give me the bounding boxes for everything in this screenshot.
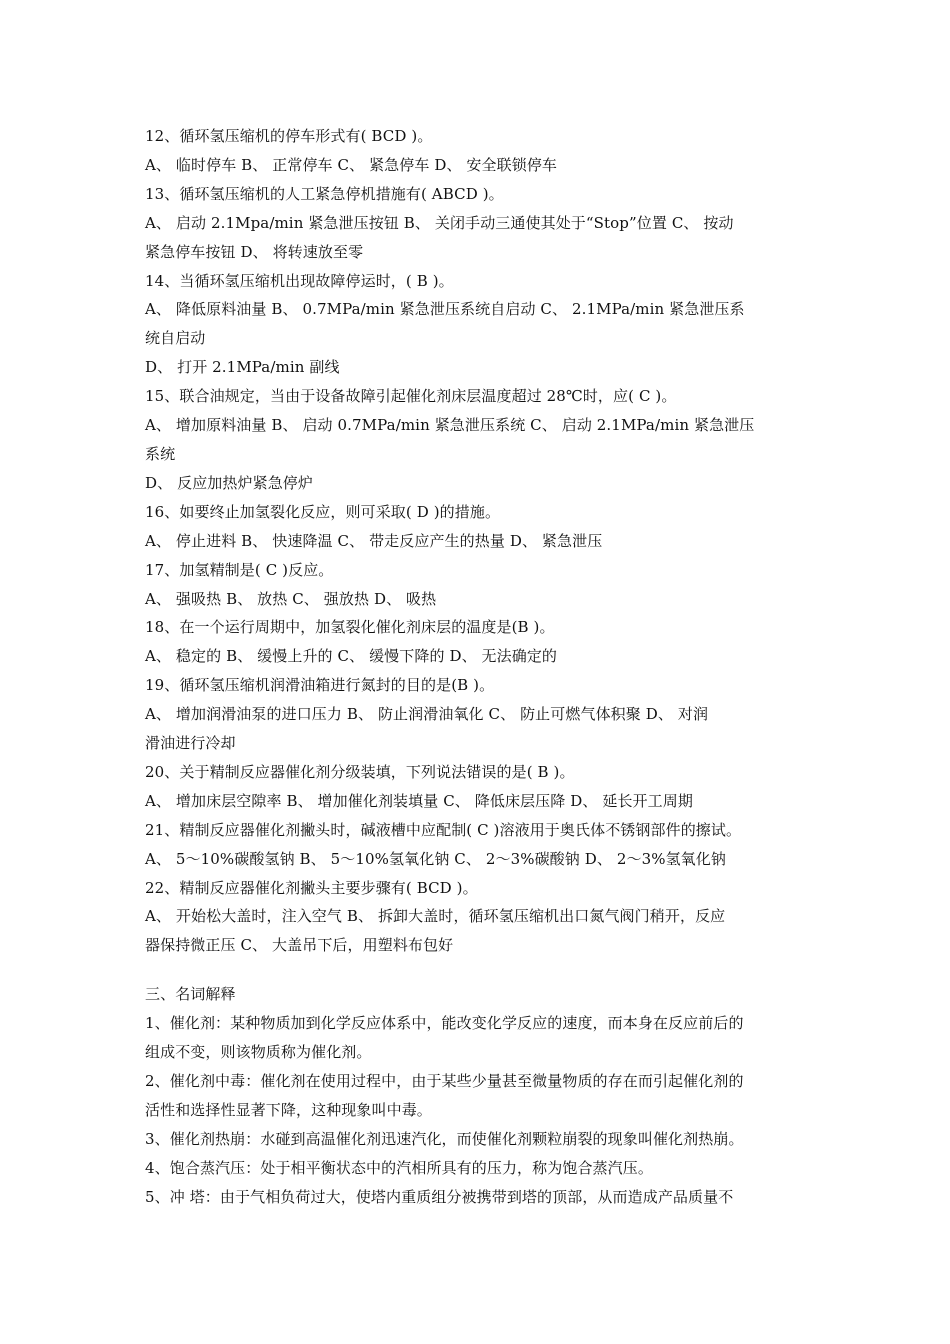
answer-options: A、 临时停车 B、 正常停车 C、 紧急停车 D、 安全联锁停车 — [145, 155, 558, 174]
question-text: 21、精制反应器催化剂撇头时，碱液槽中应配制( C )溶液用于奥氏体不锈钢部件的擦试。 — [145, 820, 742, 839]
answer-options: A、 增加床层空隙率 B、 增加催化剂装填量 C、 降低床层压降 D、 延长开工周期 — [145, 791, 693, 810]
definition-line: 5、冲 塔：由于气相负荷过大，使塔内重质组分被携带到塔的顶部，从而造成产品质量不 — [145, 1187, 734, 1206]
answer-options: A、 5～10%碳酸氢钠 B、 5～10%氢氧化钠 C、 2～3%碳酸钠 D、 2～3%氢氧化钠 — [145, 849, 726, 868]
question-text: 13、循环氢压缩机的人工紧急停机措施有( ABCD )。 — [145, 184, 504, 203]
question-text: 16、如要终止加氢裂化反应，则可采取( D )的措施。 — [145, 502, 501, 521]
answer-options: A、 停止进料 B、 快速降温 C、 带走反应产生的热量 D、 紧急泄压 — [145, 531, 603, 550]
question-text: 12、循环氢压缩机的停车形式有( BCD )。 — [145, 127, 433, 145]
definition-line: 3、催化剂热崩：水碰到高温催化剂迅速汽化，而使催化剂颗粒崩裂的现象叫催化剂热崩。 — [145, 1129, 744, 1148]
question-text: 20、关于精制反应器催化剂分级装填，下列说法错误的是( B )。 — [145, 762, 575, 781]
answer-options: A、 稳定的 B、 缓慢上升的 C、 缓慢下降的 D、 无法确定的 — [145, 647, 558, 666]
term-definitions — [145, 1009, 805, 1211]
question-text: 22、精制反应器催化剂撇头主要步骤有( BCD )。 — [145, 878, 478, 897]
question-text: 15、联合油规定，当由于设备故障引起催化剂床层温度超过 28℃时，应( C )。 — [145, 387, 677, 406]
answer-options: A、 增加原料油量 B、 启动 0.7MPa/min 紧急泄压系统 C、 启动 2.1MPa/min 紧急泄压 — [145, 416, 755, 435]
answer-options: A、 启动 2.1Mpa/min 紧急泄压按钮 B、 关闭手动三通使其处于“Stop”位置 C、 按动 — [145, 213, 734, 232]
question-text: 14、当循环氢压缩机出现故障停运时，( B )。 — [145, 271, 454, 290]
answer-options: A、 增加润滑油泵的进口压力 B、 防止润滑油氧化 C、 防止可燃气体积聚 D、 对润 — [145, 705, 709, 724]
section-gap — [145, 960, 805, 980]
question-text: 17、加氢精制是( C )反应。 — [145, 560, 334, 579]
definition-line: 2、催化剂中毒：催化剂在使用过程中，由于某些少量甚至微量物质的存在而引起催化剂的 — [145, 1072, 744, 1090]
answer-options: 统自启动 — [145, 329, 206, 348]
section-title: 三、名词解释 — [145, 985, 236, 1004]
document-page — [145, 122, 805, 1212]
answer-options: D、 反应加热炉紧急停炉 — [145, 473, 313, 492]
answer-options: 滑油进行冷却 — [145, 734, 236, 753]
question-text: 18、在一个运行周期中，加氢裂化催化剂床层的温度是(B )。 — [145, 618, 555, 637]
definition-line: 4、饱合蒸汽压：处于相平衡状态中的汽相所具有的压力，称为饱合蒸汽压。 — [145, 1158, 653, 1177]
answer-options: A、 开始松大盖时，注入空气 B、 拆卸大盖时，循环氢压缩机出口氮气阀门稍开，反应 — [145, 907, 726, 926]
definition-line: 活性和选择性显著下降，这种现象叫中毒。 — [145, 1100, 432, 1119]
answer-options: 系统 — [145, 444, 176, 463]
answer-options: D、 打开 2.1MPa/min 副线 — [145, 358, 340, 377]
definition-line: 组成不变，则该物质称为催化剂。 — [145, 1043, 372, 1062]
multiple-choice-questions — [145, 122, 805, 960]
definition-line: 1、催化剂：某种物质加到化学反应体系中，能改变化学反应的速度，而本身在反应前后的 — [145, 1014, 744, 1033]
answer-options: 紧急停车按钮 D、 将转速放至零 — [145, 242, 364, 261]
answer-options: A、 降低原料油量 B、 0.7MPa/min 紧急泄压系统自启动 C、 2.1MPa/min 紧急泄压系 — [145, 300, 745, 319]
answer-options: 器保持微正压 C、 大盖吊下后，用塑料布包好 — [145, 936, 454, 955]
question-text: 19、循环氢压缩机润滑油箱进行氮封的目的是(B )。 — [145, 676, 495, 695]
answer-options: A、 强吸热 B、 放热 C、 强放热 D、 吸热 — [145, 589, 437, 608]
